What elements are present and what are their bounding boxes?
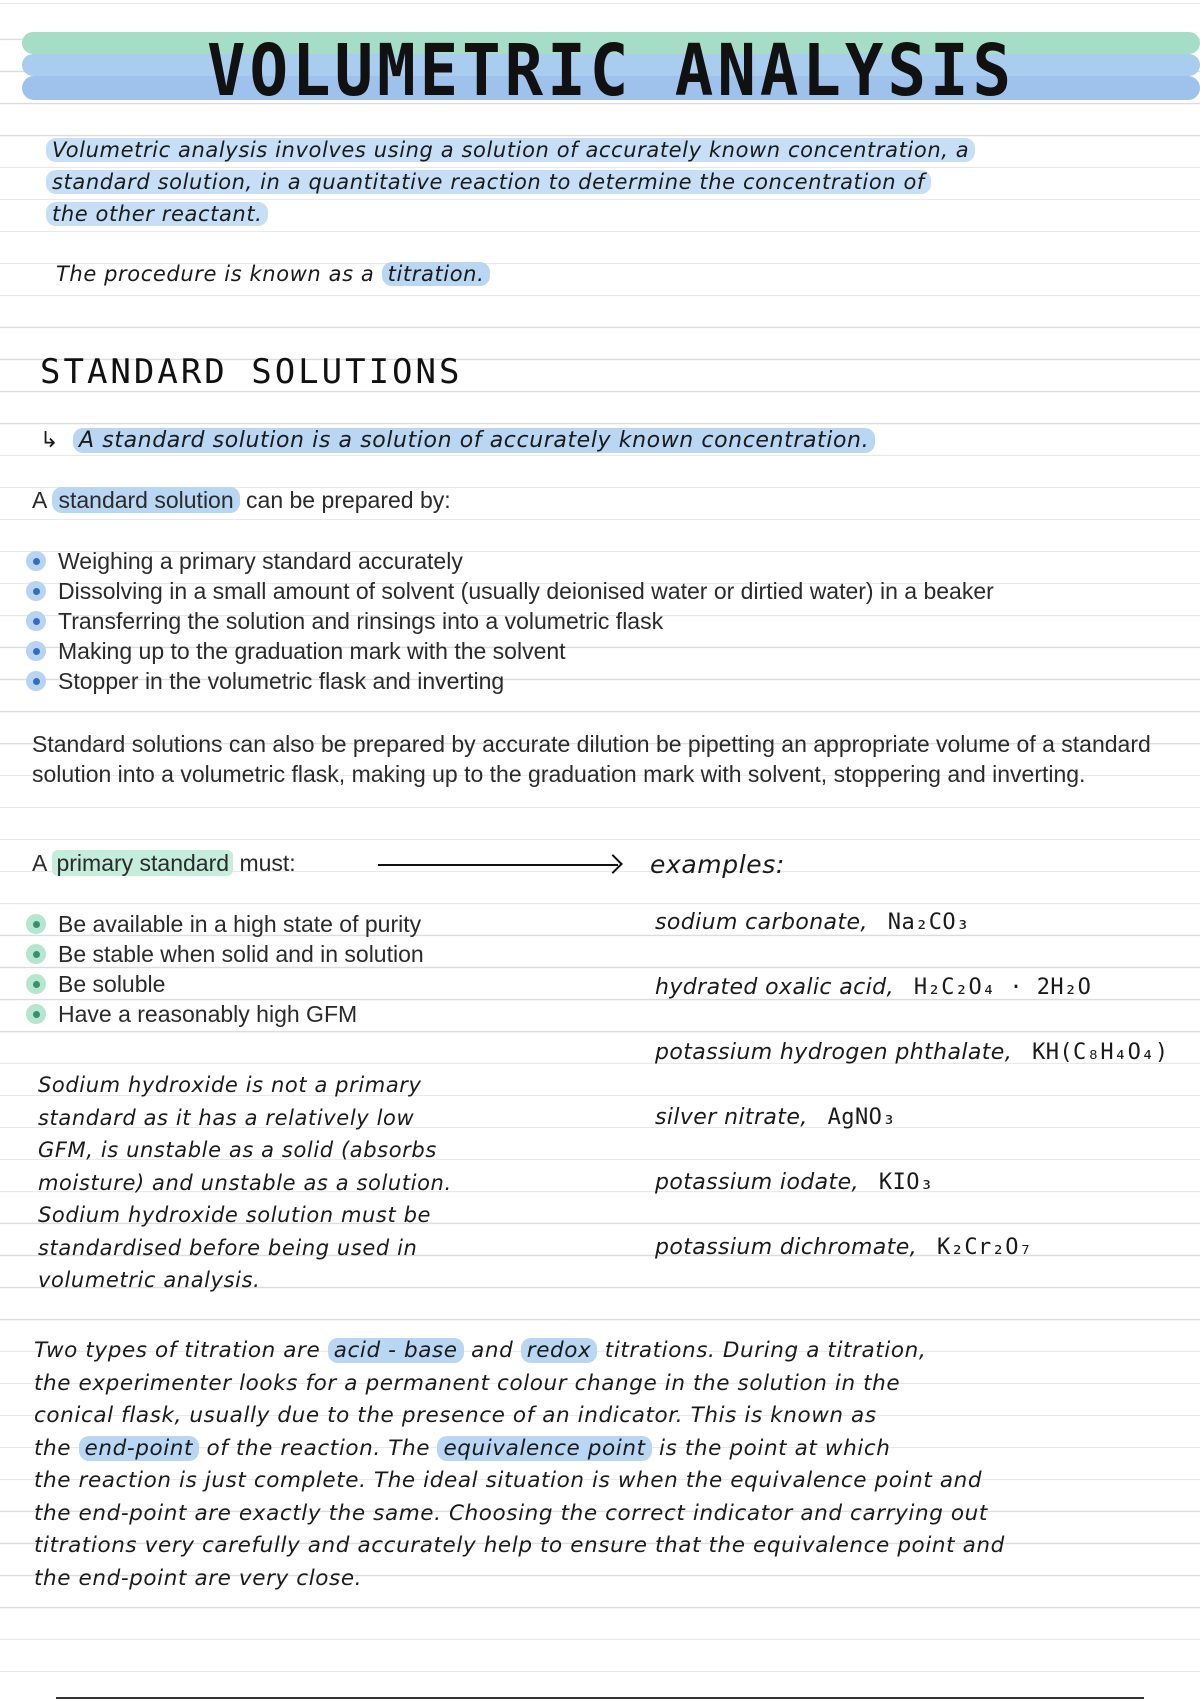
requirement-text: Be soluble xyxy=(58,971,166,997)
hook-arrow-icon: ↳ xyxy=(40,428,60,453)
example-formula: AgNO₃ xyxy=(827,1105,896,1130)
bullet-dot-icon xyxy=(26,1004,46,1024)
list-item xyxy=(655,1170,1169,1235)
definition-text: A standard solution is a solution of accurately known concentration. xyxy=(73,428,875,453)
example-formula: KIO₃ xyxy=(878,1170,934,1195)
primary-term: primary standard xyxy=(52,850,233,876)
step-text: Stopper in the volumetric flask and inverting xyxy=(58,668,505,694)
primary-requirements-list xyxy=(26,909,424,1029)
text-run: is the point at which xyxy=(659,1435,891,1461)
example-name: potassium dichromate, xyxy=(655,1235,918,1260)
example-name: potassium hydrogen phthalate, xyxy=(655,1040,1013,1065)
bullet-dot-icon xyxy=(26,611,46,631)
primary-standard-examples xyxy=(655,910,1169,1300)
term-end-point: end-point xyxy=(79,1436,200,1461)
page-title: VOLUMETRIC ANALYSIS xyxy=(206,30,1016,113)
requirement-text: Be available in a high state of purity xyxy=(58,911,422,937)
note-line: moisture) and unstable as a solution. xyxy=(38,1170,452,1195)
requirement-text: Be stable when solid and in solution xyxy=(58,941,424,967)
list-item xyxy=(655,1235,1169,1300)
paragraph-line xyxy=(34,1335,1194,1368)
text-run: of the reaction. The xyxy=(206,1435,431,1461)
prepared-prefix: A xyxy=(32,487,47,513)
paragraph-line: conical flask, usually due to the presence of an indicator. This is known as xyxy=(34,1403,877,1428)
procedure-line xyxy=(56,262,490,286)
section-heading-standard-solutions: STANDARD SOLUTIONS xyxy=(40,352,463,392)
list-item xyxy=(26,909,424,939)
list-item xyxy=(26,606,994,636)
intro-line-2: standard solution, in a quantitative reaction to determine the concentration of xyxy=(46,170,931,194)
bottom-rule xyxy=(56,1697,1144,1699)
list-item xyxy=(26,969,424,999)
term-equivalence-point: equivalence point xyxy=(437,1436,651,1461)
note-line: standardised before being used in xyxy=(38,1235,418,1260)
procedure-prefix: The procedure is known as a xyxy=(56,262,375,286)
primary-standard-intro xyxy=(32,850,296,877)
prepared-by-intro xyxy=(32,487,451,514)
note-line: standard as it has a relatively low xyxy=(38,1105,415,1130)
example-name: potassium iodate, xyxy=(655,1170,859,1195)
prepared-term: standard solution xyxy=(52,487,239,513)
example-name: sodium carbonate, xyxy=(655,910,868,935)
dilution-paragraph: Standard solutions can also be prepared by accurate dilution be pipetting an appropriate volume of a standard solution into a volumetric flask, making up to the graduation mark with solvent, stoppering and inverting. xyxy=(32,731,1151,787)
example-name: hydrated oxalic acid, xyxy=(655,975,894,1000)
list-item xyxy=(655,1040,1169,1105)
bullet-dot-icon xyxy=(26,914,46,934)
prepared-suffix: can be prepared by: xyxy=(246,487,451,513)
intro-line-3: the other reactant. xyxy=(46,202,268,226)
paragraph-line: the experimenter looks for a permanent colour change in the solution in the xyxy=(34,1370,901,1396)
note-line: Sodium hydroxide solution must be xyxy=(38,1203,432,1227)
primary-prefix: A xyxy=(32,850,47,876)
list-item xyxy=(26,939,424,969)
text-run: Two types of titration are xyxy=(34,1338,321,1363)
primary-suffix: must: xyxy=(239,850,296,876)
text-run: the xyxy=(34,1435,72,1461)
step-text: Dissolving in a small amount of solvent (usually deionised water or dirtied water) in a beaker xyxy=(58,578,994,604)
bullet-dot-icon xyxy=(26,974,46,994)
preparation-steps-list xyxy=(26,546,994,696)
list-item xyxy=(26,636,994,666)
intro-line-1: Volumetric analysis involves using a solution of accurately known concentration, a xyxy=(46,138,975,162)
bullet-dot-icon xyxy=(26,581,46,601)
bullet-dot-icon xyxy=(26,641,46,661)
list-item xyxy=(26,666,994,696)
list-item xyxy=(26,999,424,1029)
list-item xyxy=(655,975,1169,1040)
requirement-text: Have a reasonably high GFM xyxy=(58,1001,358,1027)
standard-solution-definition xyxy=(40,428,875,453)
examples-heading: examples: xyxy=(650,850,785,879)
step-text: Weighing a primary standard accurately xyxy=(58,548,463,574)
title-banner xyxy=(22,24,1200,113)
paragraph-line: the end-point are very close. xyxy=(34,1565,363,1591)
term-redox: redox xyxy=(521,1338,598,1363)
example-formula: H₂C₂O₄ · 2H₂O xyxy=(913,975,1092,1000)
example-formula: KH(C₈H₄O₄) xyxy=(1032,1040,1169,1065)
example-name: silver nitrate, xyxy=(655,1105,808,1130)
paragraph-line: the reaction is just complete. The ideal situation is when the equivalence point and xyxy=(34,1468,983,1493)
right-arrow-icon xyxy=(378,864,618,866)
note-line: volumetric analysis. xyxy=(38,1268,261,1292)
list-item xyxy=(655,910,1169,975)
procedure-term: titration. xyxy=(382,262,491,286)
list-item xyxy=(26,546,994,576)
step-text: Transferring the solution and rinsings into a volumetric flask xyxy=(58,608,664,634)
paragraph-line: the end-point are exactly the same. Choosing the correct indicator and carrying out xyxy=(34,1500,988,1526)
list-item xyxy=(26,576,994,606)
intro-paragraph xyxy=(46,134,1171,230)
bullet-dot-icon xyxy=(26,551,46,571)
note-line: Sodium hydroxide is not a primary xyxy=(38,1073,422,1097)
paragraph-line: titrations very carefully and accurately help to ensure that the equivalence point and xyxy=(34,1533,1005,1558)
bullet-dot-icon xyxy=(26,944,46,964)
step-text: Making up to the graduation mark with the solvent xyxy=(58,638,566,664)
text-run: and xyxy=(471,1338,514,1363)
example-formula: K₂Cr₂O₇ xyxy=(937,1235,1033,1260)
paragraph-line xyxy=(34,1433,1194,1466)
sodium-hydroxide-note xyxy=(38,1069,558,1297)
note-line: GFM, is unstable as a solid (absorbs xyxy=(38,1138,437,1162)
example-formula: Na₂CO₃ xyxy=(887,910,970,935)
text-run: titrations. During a titration, xyxy=(604,1338,927,1363)
titration-types-paragraph xyxy=(34,1335,1194,1595)
term-acid-base: acid - base xyxy=(328,1338,464,1363)
list-item xyxy=(655,1105,1169,1170)
bullet-dot-icon xyxy=(26,671,46,691)
